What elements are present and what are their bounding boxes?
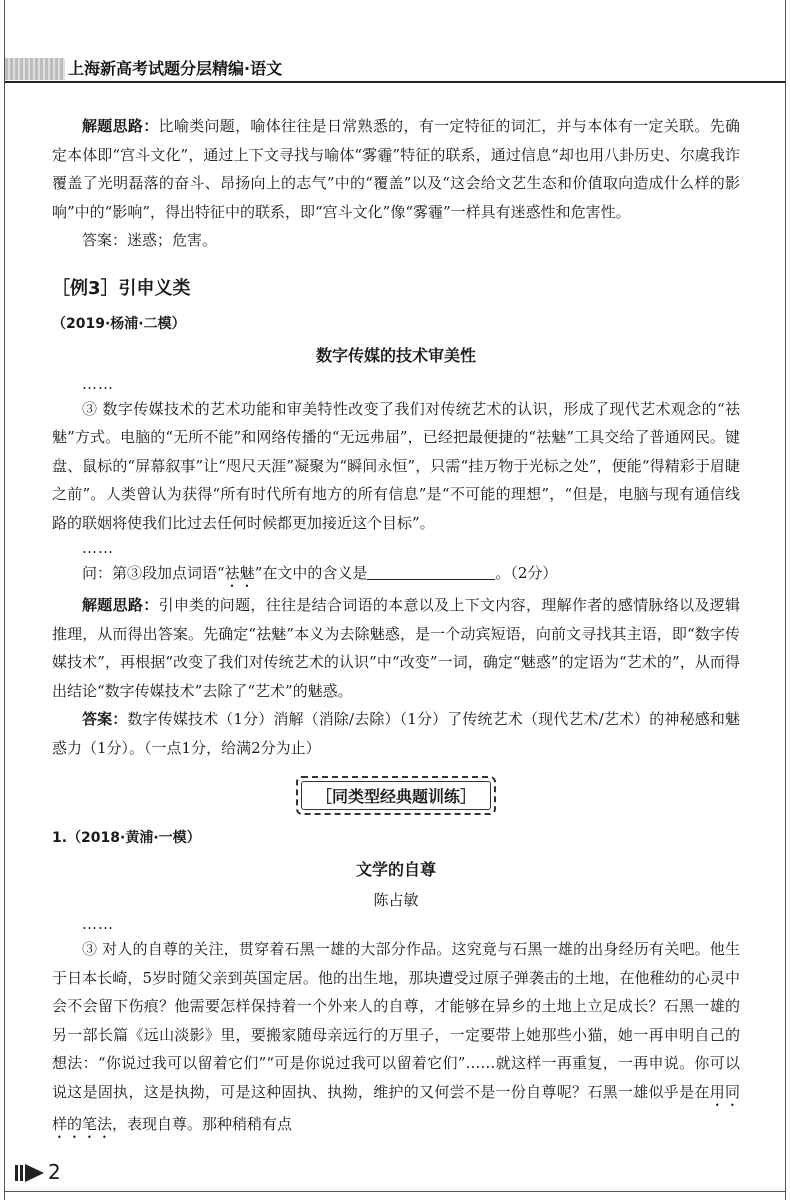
- passage-text: ③ 对人的自尊的关注，贯穿着石黑一雄的大部分作品。这究竟与石黑一雄的出身经历有关吧。他生于日本长崎，5岁时随父亲到英国定居。他的出生地，那块遭受过原子弹袭击的土地，在他稚幼的心灵中会不会留下伤痕？他需要怎样保持着一个外来人的自尊，才能够在异乡的土地上立足成长？石黑一雄的另一部长篇《远山淡影》里，要搬家随母亲远行的万里子，一定要带上她那些小猫，她一再申明自己的想法：“你说过我可以留着它们”“可是你说过我可以留着它们”……就这样一再重复，一再申说。你可以说这是固执，这是执拗，可是这种固执、执拗，维护的又何尝不是一份自尊呢？石黑一雄似乎是在: [52, 940, 740, 1101]
- page-border-right: [785, 0, 786, 1200]
- page-border-left: [4, 0, 5, 1200]
- question-text-cont: ”在文中的含义是: [254, 564, 368, 582]
- question-points: 。（2分）: [495, 564, 558, 582]
- answer-paragraph: [52, 705, 740, 762]
- question-source-line: [52, 823, 740, 853]
- double-right-arrow-icon: [14, 1163, 46, 1183]
- ellipsis: ……: [82, 539, 114, 557]
- answer-blank: [367, 563, 495, 580]
- example-heading: ［例3］引申义类: [52, 277, 191, 299]
- example-source: （2019·杨浦·二模）: [52, 315, 186, 332]
- question-line: [52, 559, 740, 591]
- passage-author: 陈占敏: [373, 891, 419, 909]
- answer-label: 答案：: [82, 710, 128, 728]
- question-number: 1.: [52, 830, 68, 846]
- analysis-text: 比喻类问题，喻体往往是日常熟悉的，有一定特征的词汇，并与本体有一定关联。先确定本体即“宫斗文化”，通过上下文寻找与喻体“雾霾”特征的联系，通过信息“却也用八卦历史、尔虞我诈覆盖了光明磊落的奋斗、昂扬向上的志气”中的“覆盖”以及“这会给文艺生态和价值取向造成什么样的影响”中的“影响”，得出特征中的联系，即“宫斗文化”像“雾霾”一样具有迷惑性和危害性。: [52, 117, 740, 221]
- analysis-paragraph: [52, 591, 740, 705]
- page-number: 2: [48, 1160, 61, 1184]
- analysis-paragraph: [52, 112, 740, 226]
- emphasized-word: 祛魅: [224, 564, 255, 582]
- analysis-text: 引申类的问题，往往是结合词语的本意以及上下文内容，理解作者的感情脉络以及逻辑推理，从而得出答案。先确定“祛魅”本义为去除魅惑，是一个动宾短语，向前文寻找其主语，即“数字传媒技术”，再根据“改变了我们对传统艺术的认识”中“改变”一词，确定“魅惑”的定语为“艺术的”，从而得出结论“数字传媒技术”去除了“艺术”的魅惑。: [52, 596, 740, 700]
- question-source: （2018·黄浦·一模）: [67, 830, 201, 846]
- page-content: [52, 112, 740, 1142]
- section-badge-wrap: [52, 776, 740, 815]
- running-header-title: 上海新高考试题分层精编·语文: [68, 59, 283, 78]
- emphasized-phrase: 用同样的笔法: [52, 1082, 740, 1133]
- section-badge: ［同类型经典题训练］: [296, 776, 496, 815]
- passage-paragraph: ③ 数字传媒技术的艺术功能和审美特性改变了我们对传统艺术的认识，形成了现代艺术观念的“祛魅”方式。电脑的“无所不能”和网络传播的“无远弗届”，已经把最便捷的“祛魅”工具交给了普通网民。键盘、鼠标的“屏幕叙事”让“咫尺天涯”凝聚为“瞬间永恒”，只需“挂万物于光标之处”，便能“得精彩于眉睫之前”。人类曾认为获得“所有时代所有地方的所有信息”是“不可能的理想”，“但是，电脑与现有通信线路的联姻将使我们比过去任何时候都更加接近这个目标”。: [52, 399, 740, 532]
- header-stripe-decoration: [5, 58, 65, 80]
- ellipsis: ……: [82, 915, 114, 933]
- analysis-label: 解题思路：: [82, 596, 159, 614]
- passage-title: 文学的自尊: [355, 860, 436, 879]
- header-rule: [5, 81, 785, 83]
- passage-paragraph: [52, 935, 740, 1142]
- ellipsis: ……: [82, 374, 114, 393]
- answer-text: 数字传媒技术（1分）消解（消除/去除）（1分）了传统艺术（现代艺术/艺术）的神秘感和魅惑力（1分）。（一点1分，给满2分为止）: [52, 710, 740, 757]
- answer-line: 答案：迷惑；危害。: [82, 231, 218, 249]
- passage-text-tail: ，表现自尊。那种稍稍有点: [112, 1114, 293, 1133]
- page-border-bottom: [4, 1191, 786, 1192]
- question-text: 问：第③段加点词语“: [82, 564, 225, 582]
- analysis-label: 解题思路：: [82, 117, 159, 135]
- passage-title: 数字传媒的技术审美性: [315, 345, 476, 365]
